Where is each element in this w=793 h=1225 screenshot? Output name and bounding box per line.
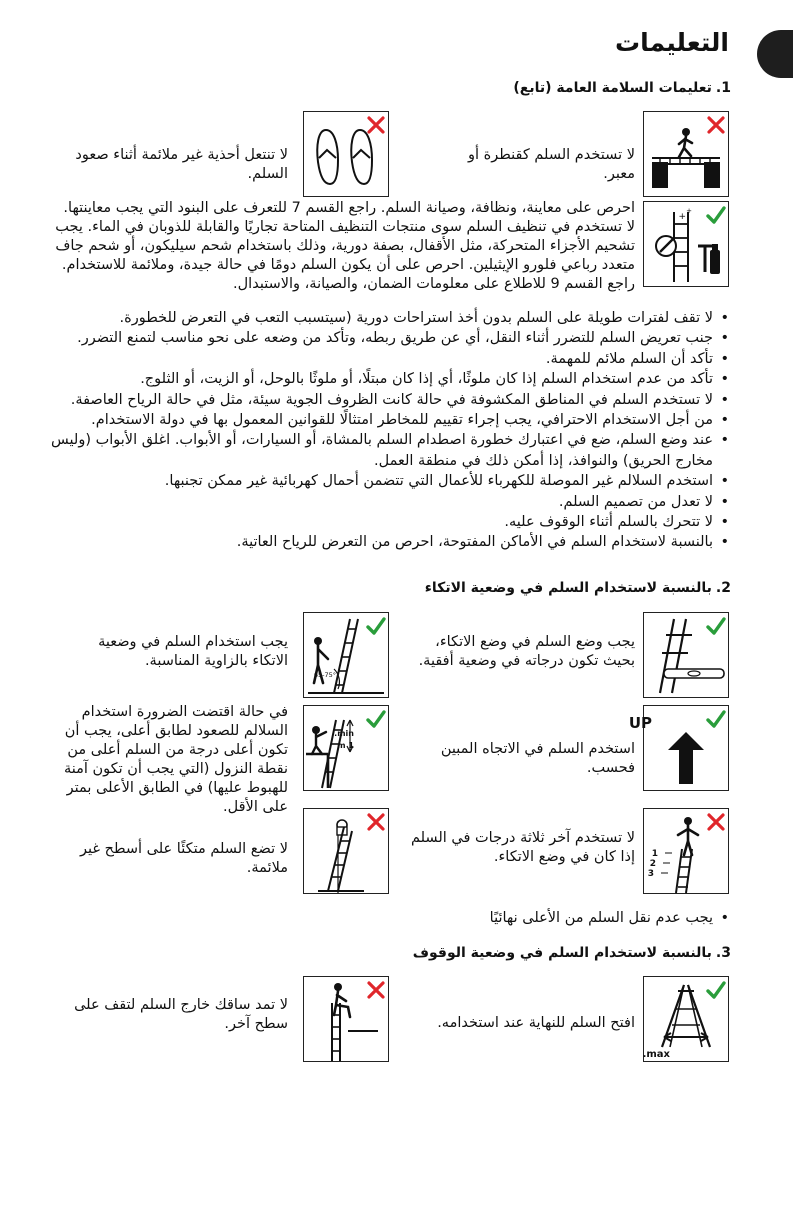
bullet-item: • بالنسبة لاستخدام السلم في الأماكن المفتوحة، احرص من التعرض للرياح العاتية.	[31, 532, 731, 552]
fully-open-text: افتح السلم للنهاية عند استخدامه.	[437, 1015, 635, 1031]
svg-text:+: +	[678, 212, 686, 222]
check-icon	[708, 983, 724, 997]
chapter-tab	[757, 30, 793, 78]
overreach-text: لا تمد ساقك خارج السلم لتقف على سطح آخر.	[74, 997, 288, 1032]
section-2-title: بالنسبة لاستخدام السلم في وضعية الاتكاء	[424, 580, 712, 596]
section-1-bullet-list	[31, 308, 731, 553]
height-label: 1 m	[337, 741, 354, 750]
section-2-number: 2.	[715, 580, 731, 596]
cross-icon	[369, 815, 383, 829]
bullet-item: • استخدم السلالم غير الموصلة للكهرباء للأعمال التي تتضمن أحمال كهربائية غير ممكن تجنبها.	[31, 471, 731, 491]
cross-icon	[369, 983, 383, 997]
bullet-item: • يجب عدم نقل السلم من الأعلى نهائيًا	[31, 908, 731, 928]
section-1-number: 1.	[715, 80, 731, 96]
section-1-heading	[513, 80, 731, 96]
up-arrow-icon	[628, 705, 729, 791]
min-label: min.	[334, 729, 354, 738]
check-icon	[368, 712, 384, 726]
lean-angle-icon	[303, 612, 389, 698]
section-1-title: تعليمات السلامة العامة (تابع)	[513, 80, 712, 96]
bullet-item: • جنب تعريض السلم للتضرر أثناء النقل، أي عن طريق ربطه، وتأكد من وضعه على نحو مناسب لتمنع التضرر.	[31, 328, 731, 348]
bullet-item: • لا تتحرك بالسلم أثناء الوقوف عليه.	[31, 512, 731, 532]
unsuitable-surface-icon	[303, 808, 389, 894]
bridge-warning-text: لا تستخدم السلم كقنطرة أو معبر.	[468, 147, 635, 182]
rung-label: 1	[651, 849, 658, 859]
section-3-heading	[413, 945, 731, 961]
unsuitable-surface-text: لا تضع السلم متكئًا على أسطح غير ملائمة.	[80, 841, 288, 876]
bullet-item: • لا تعدل من تصميم السلم.	[31, 492, 731, 512]
bullet-item: • تأكد أن السلم ملائم للمهمة.	[31, 349, 731, 369]
maintenance-tools-icon	[643, 201, 729, 287]
rung-label: 3	[647, 869, 654, 879]
cross-icon	[369, 118, 383, 132]
bullet-item: • من أجل الاستخدام الاحترافي، يجب إجراء تقييم للمخاطر امتثالًا للقوانين المعمول بها في دولة الاستخدام.	[31, 410, 731, 430]
section-2-heading	[425, 580, 731, 596]
check-icon	[708, 619, 724, 633]
cross-icon	[709, 815, 723, 829]
max-label: max.	[642, 1049, 670, 1060]
svg-text:+: +	[686, 207, 692, 215]
top-three-rungs-text: لا تستخدم آخر ثلاثة درجات في السلم إذا كان في وضع الاتكاء.	[410, 830, 635, 865]
bullet-item: • لا تقف لفترات طويلة على السلم بدون أخذ استراحات دورية (سيتسبب التعب في التعرض للخطورة.	[31, 308, 731, 328]
page-title: التعليمات	[615, 28, 729, 57]
section-2-bullet-list	[31, 908, 731, 928]
overreach-icon	[303, 976, 389, 1062]
section-3-number: 3.	[715, 945, 731, 961]
bullet-item: • تأكد من عدم استخدام السلم إذا كان ملوثًا، أي إذا كان مبتلًا، أو ملوثًا بالوحل، أو الزيت، أو الثلوج.	[31, 369, 731, 389]
top-three-rungs-icon	[643, 808, 729, 894]
check-icon	[708, 712, 724, 726]
bullet-item: • لا تستخدم السلم في المناطق المكشوفة في حالة كانت الظروف الجوية سيئة، مثل في حالة الرياح العاصفة.	[31, 390, 731, 410]
direction-text: استخدم السلم في الاتجاه المبين فحسب.	[440, 741, 635, 776]
bullet-item: • عند وضع السلم، ضع في اعتبارك خطورة اصطدام السلم بالمشاة، أو السيارات، أو الأبواب. اغلق الأبواب (وليس مخارج الحريق) والنوافذ، إذا أمكن ذلك في منطقة العمل.	[31, 430, 731, 471]
section-3-title: بالنسبة لاستخدام السلم في وضعية الوقوف	[412, 945, 712, 961]
cross-icon	[709, 118, 723, 132]
bridge-ladder-icon	[643, 111, 729, 197]
flip-flops-icon	[303, 111, 389, 197]
check-icon	[368, 619, 384, 633]
check-icon	[708, 208, 724, 222]
level-rungs-text: يجب وضع السلم في وضع الاتكاء، بحيث تكون درجاته في وضعية أفقية.	[418, 634, 635, 669]
maintenance-instruction-text: احرص على معاينة، ونظافة، وصيانة السلم. راجع القسم 7 للتعرف على البنود التي يجب معاينتها. لا تستخدم في تنظيف السلم سوى منتجات التنظيف المتاحة تجاريًا والقابلة للذوبان في الماء. يجب تشحيم الأجزاء المتحركة، مثل الأقفال، بصفة دورية، وذلك باستخدام شحم سيليكون، أو شحم جاف متعدد رباعي فلورو الإيثيلين. احرص على أن يكون السلم دومًا في حالة جيدة، وملائمة للاستخدام. راجع القسم 9 للاطلاع على معلومات الضمان، والصيانة، والاستبدال.	[55, 200, 635, 292]
up-label: UP	[628, 714, 652, 732]
level-rungs-icon	[643, 612, 729, 698]
footwear-warning-text: لا تنتعل أحذية غير ملائمة أثناء صعود السلم.	[75, 147, 288, 182]
lean-angle-text: يجب استخدام السلم في وضعية الاتكاء بالزاوية المناسبة.	[98, 634, 288, 669]
angle-label: 65-75°	[313, 671, 336, 679]
rung-label: 2	[649, 859, 656, 869]
fully-open-icon	[643, 976, 729, 1062]
upper-level-icon	[303, 705, 389, 791]
upper-level-text: في حالة اقتضت الضرورة استخدام السلالم للصعود لطابق أعلى، يجب أن تكون أعلى درجة من السلم أعلى من نقطة النزول (التي يجب أن تكون آمنة للهبوط عليها) في الطابق الأعلى بمتر على الأقل.	[63, 704, 288, 815]
